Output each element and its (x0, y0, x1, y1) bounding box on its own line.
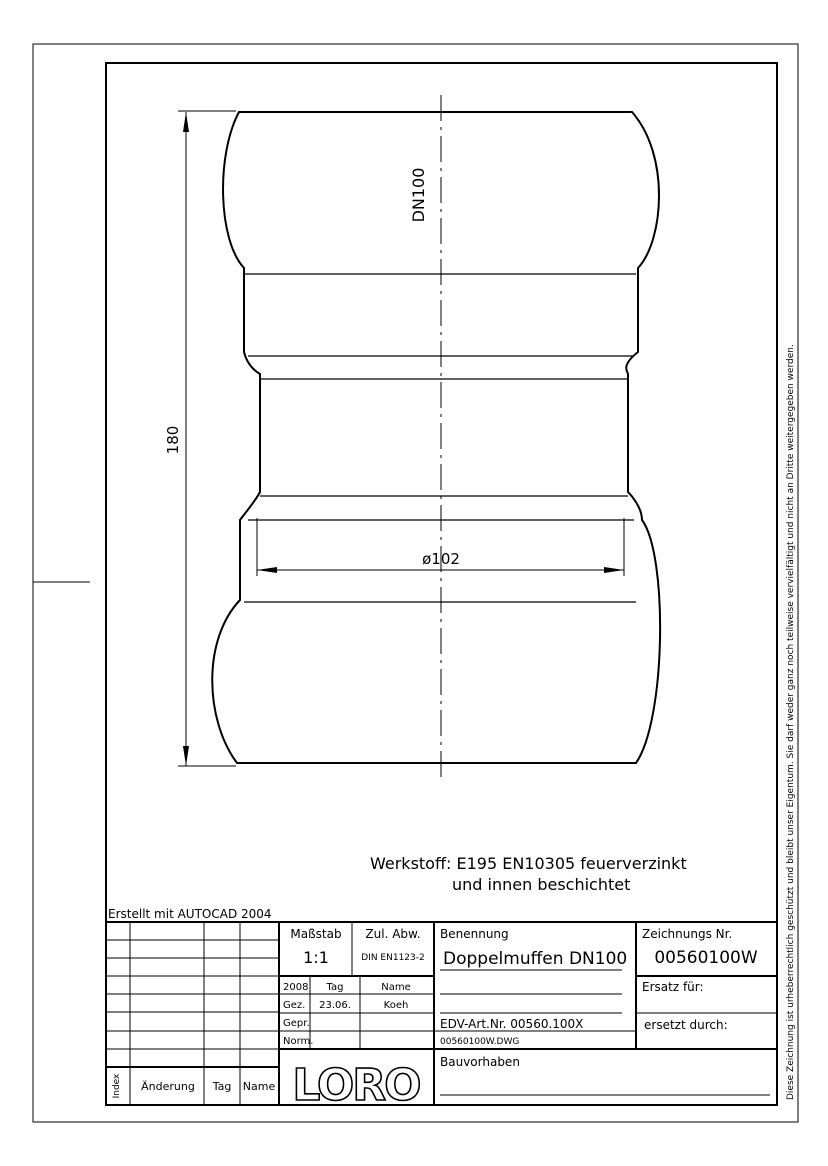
replacement-for-label: Ersatz für: (642, 980, 704, 994)
dn-label: DN100 (409, 167, 428, 223)
tolerance-label: Zul. Abw. (365, 927, 421, 941)
file-name: 00560100W.DWG (440, 1037, 520, 1047)
drawing-no-label: Zeichnungs Nr. (642, 927, 733, 941)
tolerance-value: DIN EN1123-2 (361, 953, 425, 963)
scale-label: Maßstab (290, 927, 342, 941)
name-label: Name (381, 982, 411, 993)
drawn-label: Gez. (283, 1000, 306, 1011)
revision-index-header: Index (112, 1073, 122, 1099)
drawn-name: Koeh (383, 1000, 409, 1011)
revision-day-header: Tag (212, 1080, 232, 1093)
replaced-by-label: ersetzt durch: (644, 1018, 728, 1032)
diameter-dimension-text: ø102 (422, 550, 460, 568)
title-value: Doppelmuffen DN100 (443, 949, 628, 969)
drawing-no-value: 00560100W (654, 948, 758, 968)
length-arrow-top (183, 112, 189, 132)
revision-name-header: Name (242, 1080, 276, 1093)
scale-value: 1:1 (303, 948, 329, 967)
created-with-note: Erstellt mit AUTOCAD 2004 (108, 907, 272, 921)
title-label: Benennung (440, 927, 509, 941)
copyright-note: Diese Zeichnung ist urheberrechtlich geschützt und bleibt unser Eigentum. Sie darf weder ganz noch teilweise vervielfältigt und nicht an Dritte weitergegeben werden. (786, 344, 796, 1100)
diameter-arrow-left (257, 567, 277, 573)
loro-logo: LORO (292, 1060, 420, 1111)
project-label: Bauvorhaben (440, 1055, 520, 1069)
diameter-arrow-right (604, 567, 624, 573)
part-outline (212, 112, 660, 763)
length-dimension-text: 180 (164, 425, 182, 455)
edv-number: EDV-Art.Nr. 00560.100X (440, 1017, 584, 1031)
drawn-date: 23.06. (319, 1000, 351, 1011)
revision-change-header: Änderung (141, 1080, 195, 1093)
material-line-2: und innen beschichtet (452, 875, 631, 894)
day-label: Tag (326, 982, 344, 993)
year: 2008 (283, 982, 309, 993)
norm-label: Norm. (283, 1036, 314, 1047)
checked-label: Gepr. (283, 1018, 310, 1029)
material-line-1: Werkstoff: E195 EN10305 feuerverzinkt (370, 854, 687, 873)
length-arrow-bottom (183, 746, 189, 766)
